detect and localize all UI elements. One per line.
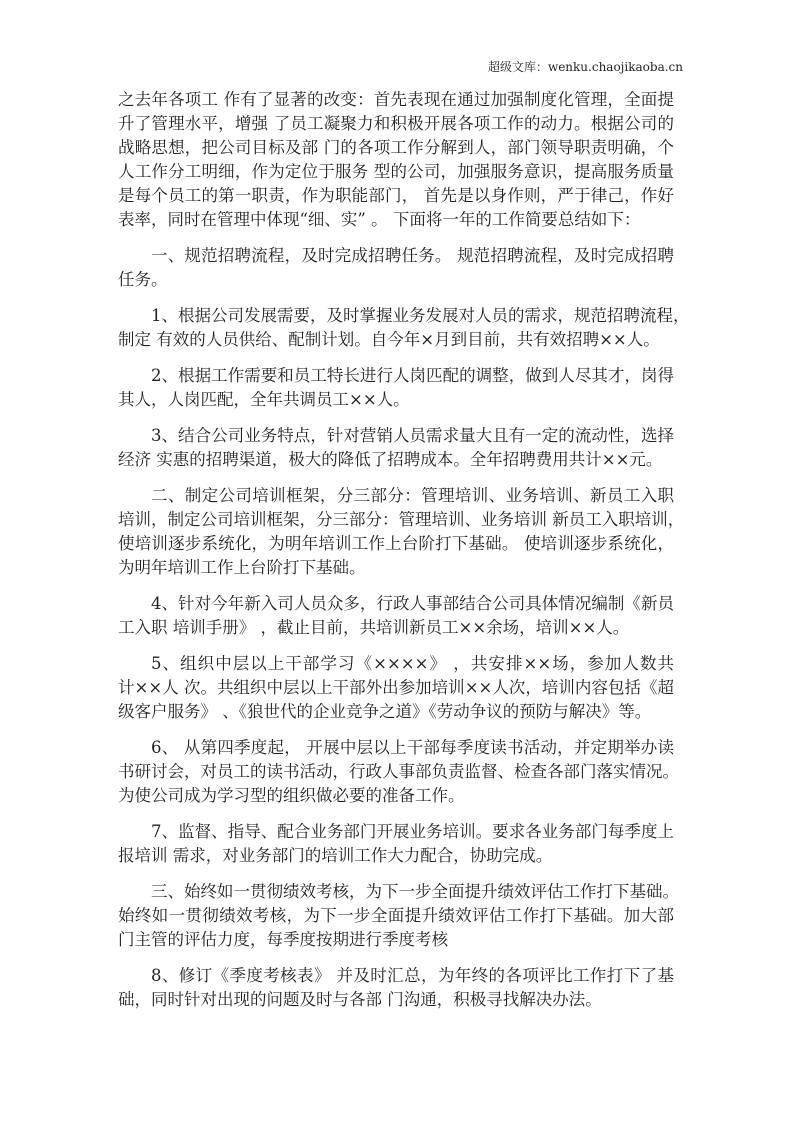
text-line: 是每个员工的第一职责，作为职能部门， 首先是以身作则，严于律己，作好 bbox=[118, 186, 674, 205]
text-line: 8、修订《季度考核表》 并及时汇总，为年终的各项评比工作打下了基 bbox=[151, 966, 674, 985]
paragraph bbox=[118, 736, 679, 808]
text-line: 表率，同时在管理中体现“细、实” 。 下面将一年的工作简要总结如下： bbox=[118, 210, 641, 229]
text-line: 培训，制定公司培训框架，分三部分：管理培训、业务培训 新员工入职培训， bbox=[118, 510, 685, 529]
text-line: 任务。 bbox=[118, 270, 168, 289]
text-line: 为明年培训工作上台阶打下基础。 bbox=[118, 558, 366, 577]
text-line: 工入职 培训手册》 ，截止目前，共培训新员工××余场，培训××人。 bbox=[118, 618, 630, 637]
text-line: 为使公司成为学习型的组织做必要的准备工作。 bbox=[118, 786, 465, 805]
text-line: 7、监督、指导、配合业务部门开展业务培训。要求各业务部门每季度上 bbox=[151, 822, 674, 841]
text-line: 报培训 需求，对业务部门的培训工作大力配合，协助完成。 bbox=[118, 846, 553, 865]
text-line: 级客户服务》 、《狼世代的企业竞争之道》《劳动争议的预防与解决》等。 bbox=[118, 702, 652, 721]
paragraph bbox=[118, 484, 685, 580]
paragraph bbox=[118, 88, 674, 232]
paragraph bbox=[118, 880, 679, 952]
text-line: 其人，人岗匹配，全年共调员工××人。 bbox=[118, 390, 410, 409]
paragraph bbox=[118, 304, 690, 352]
paragraph bbox=[118, 424, 674, 472]
paragraph bbox=[118, 364, 674, 412]
text-line: 使培训逐步系统化，为明年培训工作上台阶打下基础。 使培训逐步系统化， bbox=[118, 534, 674, 553]
text-line: 之去年各项工 作有了显著的改变：首先表现在通过加强制度化管理，全面提 bbox=[118, 90, 674, 109]
text-line: 升了管理水平，增强 了员工凝聚力和积极开展各项工作的动力。根据公司的 bbox=[118, 114, 674, 133]
text-line: 人工作分工明细，作为定位于服务 型的公司，加强服务意识，提高服务质量 bbox=[118, 162, 674, 181]
paragraph bbox=[118, 820, 674, 868]
text-line: 5、组织中层以上干部学习《××××》 ，共安排××场，参加人数共 bbox=[151, 654, 674, 673]
paragraph bbox=[118, 652, 674, 724]
text-line: 三、始终如一贯彻绩效考核，为下一步全面提升绩效评估工作打下基础。 bbox=[151, 882, 679, 901]
text-line: 经济 实惠的招聘渠道，极大的降低了招聘成本。全年招聘费用共计××元。 bbox=[118, 450, 663, 469]
text-line: 二、制定公司培训框架，分三部分：管理培训、业务培训、新员工入职 bbox=[151, 486, 674, 505]
text-line: 础，同时针对出现的问题及时与各部 门沟通，积极寻找解决办法。 bbox=[118, 990, 602, 1009]
text-line: 一、规范招聘流程，及时完成招聘任务。 规范招聘流程，及时完成招聘 bbox=[151, 246, 674, 265]
text-line: 6、 从第四季度起， 开展中层以上干部每季度读书活动，并定期举办读 bbox=[151, 738, 674, 757]
paragraph bbox=[118, 244, 674, 292]
text-line: 书研讨会，对员工的读书活动，行政人事部负责监督、检查各部门落实情况。 bbox=[118, 762, 679, 781]
text-line: 1、根据公司发展需要，及时掌握业务发展对人员的需求，规范招聘流程， bbox=[151, 306, 690, 325]
text-line: 制定 有效的人员供给、配制计划。自今年×月到目前，共有效招聘××人。 bbox=[118, 330, 660, 349]
page-header-source: 超级文库：wenku.chaojikaoba.cn bbox=[487, 60, 683, 74]
text-line: 始终如一贯彻绩效考核，为下一步全面提升绩效评估工作打下基础。加大部 bbox=[118, 906, 674, 925]
document-body bbox=[118, 88, 690, 1012]
paragraph bbox=[118, 964, 674, 1012]
text-line: 战略思想，把公司目标及部 门的各项工作分解到人，部门领导职责明确，个 bbox=[118, 138, 674, 157]
text-line: 3、结合公司业务特点，针对营销人员需求量大且有一定的流动性，选择 bbox=[151, 426, 674, 445]
paragraph bbox=[118, 592, 674, 640]
text-line: 2、根据工作需要和员工特长进行人岗匹配的调整，做到人尽其才，岗得 bbox=[151, 366, 674, 385]
text-line: 门主管的评估力度，每季度按期进行季度考核 bbox=[118, 930, 448, 949]
text-line: 4、针对今年新入司人员众多，行政人事部结合公司具体情况编制《新员 bbox=[151, 594, 674, 613]
text-line: 计××人 次。共组织中层以上干部外出参加培训××人次，培训内容包括《超 bbox=[118, 678, 674, 697]
